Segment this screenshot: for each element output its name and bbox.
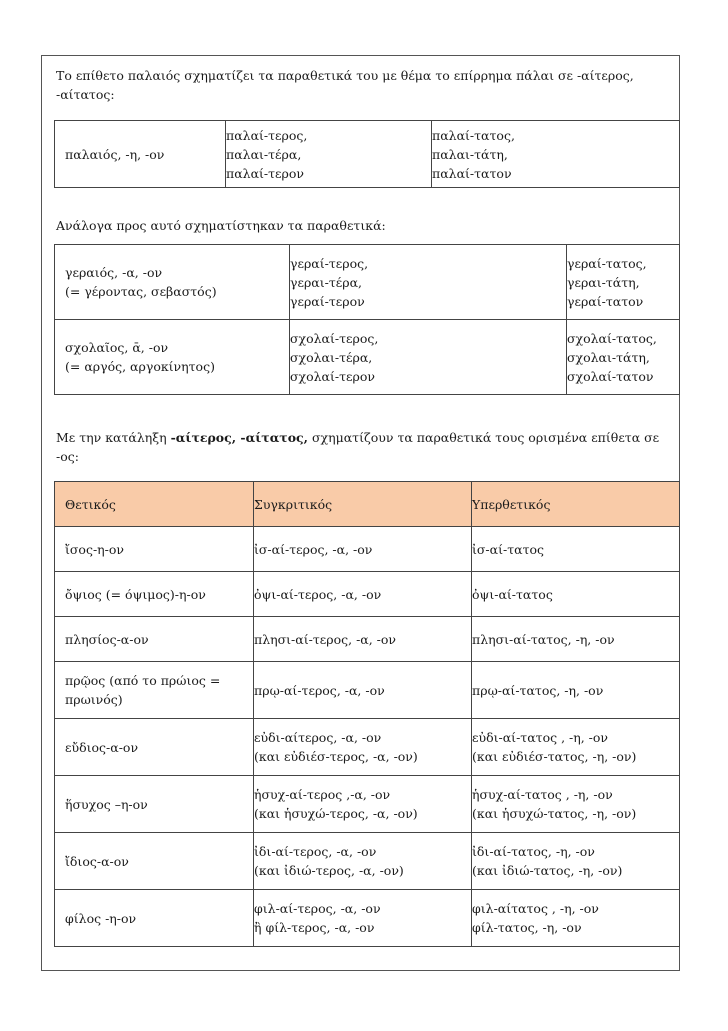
comparative-form: ὀψι-αί-τερος, -α, -ον <box>254 586 382 602</box>
superlative-form: σχολαί-τατος, <box>567 330 657 346</box>
word-text: γεραιός, -α, -ον <box>65 265 163 280</box>
superlative-form: παλαι-τάτη, <box>432 146 508 162</box>
table-row <box>55 121 680 188</box>
comparative-form: (και ἰδιώ-τερος, -α, -ον) <box>254 863 404 878</box>
analogy-table <box>54 244 680 395</box>
superlative-cell <box>472 833 680 890</box>
superlative-form: παλαί-τατον <box>432 165 512 181</box>
comparative-form: εὐδι-αίτερος, -α, -ον <box>254 730 382 745</box>
comparative-form: ἢ φίλ-τερος, -α, -ον <box>254 920 375 935</box>
superlative-cell <box>472 572 680 617</box>
comparative-form: ἰδι-αί-τερος, -α, -ον <box>254 844 377 859</box>
positive-cell: φίλος -η-ον <box>55 890 254 947</box>
positive-cell: εὔδιος-α-ον <box>55 719 254 776</box>
comparative-cell <box>254 776 472 833</box>
superlative-form: σχολαι-τάτη, <box>567 349 650 365</box>
table-row <box>55 833 680 890</box>
intro-text-after: σχηματίζει τα παραθετικά του με θέμα το επίρρημα πάλαι σε -αίτερος, -αίτατος: <box>56 68 634 102</box>
comparative-cell <box>254 572 472 617</box>
comparative-cell <box>254 662 472 719</box>
comparative-form: σχολαί-τερον <box>290 368 375 384</box>
table-row <box>55 572 680 617</box>
positive-cell: ἥσυχος –η-ον <box>55 776 254 833</box>
ending-paragraph <box>56 428 668 466</box>
superlative-form: φιλ-αίτατος , -η, -ον <box>472 901 599 916</box>
comparative-cell <box>254 719 472 776</box>
table-row <box>55 719 680 776</box>
superlative-form: σχολαί-τατον <box>567 368 654 384</box>
superlative-form: εὐδι-αί-τατος , -η, -ον <box>472 730 609 745</box>
superlative-cell <box>472 776 680 833</box>
comparative-form: πλησι-αί-τερος, -α, -ον <box>254 631 397 647</box>
superlative-form: (και ἰδιώ-τατος, -η, -ον) <box>472 863 623 878</box>
degrees-table <box>54 481 680 947</box>
comparative-form: σχολαι-τέρα, <box>290 349 373 365</box>
superlative-form: γεραί-τατος, <box>567 255 647 271</box>
positive-cell: ἴδιος-α-ον <box>55 833 254 890</box>
comparative-cell <box>226 121 432 188</box>
superlative-cell <box>472 719 680 776</box>
table-row <box>55 527 680 572</box>
ending-bold-text: -αίτερος, -αίτατος, <box>170 430 309 445</box>
superlative-cell <box>567 320 680 395</box>
positive-cell <box>55 320 290 395</box>
palaios-table <box>54 120 680 188</box>
superlative-form: γεραι-τάτη, <box>567 274 640 290</box>
comparative-cell <box>290 245 567 320</box>
comparative-cell <box>254 833 472 890</box>
comparative-form: σχολαί-τερος, <box>290 330 379 346</box>
table-row <box>55 890 680 947</box>
table-header-row <box>55 482 680 527</box>
comparative-cell <box>254 890 472 947</box>
comparative-form: γεραι-τέρα, <box>290 274 363 290</box>
superlative-form: φίλ-τατος, -η, -ον <box>472 920 582 935</box>
word-text: παλαιός, -η, -ον <box>65 146 165 162</box>
word-note: (= αργός, αργοκίνητος) <box>65 359 215 374</box>
document-frame <box>41 55 680 971</box>
superlative-cell <box>567 245 680 320</box>
comparative-cell <box>254 617 472 662</box>
comparative-form: ἰσ-αί-τερος, -α, -ον <box>254 541 373 557</box>
superlative-cell <box>432 121 680 188</box>
comparative-form: φιλ-αί-τερος, -α, -ον <box>254 901 381 916</box>
superlative-cell <box>472 617 680 662</box>
superlative-cell <box>472 890 680 947</box>
positive-cell: ἴσος-η-ον <box>55 527 254 572</box>
ending-text-after: σχηματίζουν τα παραθετικά τους ορισμένα επίθετα σε -ος: <box>56 430 660 464</box>
intro-paragraph <box>56 66 668 104</box>
comparative-form: παλαι-τέρα, <box>226 146 302 162</box>
superlative-form: (και ἡσυχώ-τατος, -η, -ον) <box>472 806 637 821</box>
word-note: (= γέροντας, σεβαστός) <box>65 284 217 299</box>
superlative-form: ἡσυχ-αί-τατος , -η, -ον <box>472 787 613 802</box>
comparative-form: παλαί-τερον <box>226 165 305 181</box>
header-superlative: Υπερθετικός <box>472 482 680 527</box>
table-row <box>55 776 680 833</box>
table-row <box>55 245 680 320</box>
superlative-form: πλησι-αί-τατος, -η, -ον <box>472 631 615 647</box>
superlative-form: παλαί-τατος, <box>432 127 515 143</box>
positive-cell <box>55 245 290 320</box>
positive-cell <box>55 121 226 188</box>
table-row <box>55 320 680 395</box>
positive-cell: πλησίος-α-ον <box>55 617 254 662</box>
comparative-form: γεραί-τερος, <box>290 255 369 271</box>
superlative-form: ἰσ-αί-τατος <box>472 541 545 557</box>
comparative-cell <box>290 320 567 395</box>
superlative-cell <box>472 662 680 719</box>
comparative-cell <box>254 527 472 572</box>
comparative-form: πρῳ-αί-τερος, -α, -ον <box>254 682 385 698</box>
analogy-paragraph: Ανάλογα προς αυτό σχηματίστηκαν τα παραθετικά: <box>56 218 386 233</box>
superlative-form: γεραί-τατον <box>567 293 644 309</box>
comparative-form: παλαί-τερος, <box>226 127 308 143</box>
positive-cell: ὄψιος (= όψιμος)-η-ον <box>55 572 254 617</box>
intro-highlight-word: παλαιός <box>127 68 181 83</box>
table-row <box>55 617 680 662</box>
word-text: σχολαῖος, ᾱ, -ον <box>65 340 169 355</box>
superlative-form: (και εὐδιέσ-τατος, -η, -ον) <box>472 749 637 764</box>
header-positive: Θετικός <box>55 482 254 527</box>
superlative-cell <box>472 527 680 572</box>
header-comparative: Συγκριτικός <box>254 482 472 527</box>
comparative-form: (και εὐδιέσ-τερος, -α, -ον) <box>254 749 418 764</box>
superlative-form: πρῳ-αί-τατος, -η, -ον <box>472 682 604 698</box>
intro-text-before: Το επίθετο <box>56 68 128 83</box>
ending-text-before: Με την κατάληξη <box>56 430 171 445</box>
table-row <box>55 662 680 719</box>
superlative-form: ὀψι-αί-τατος <box>472 586 553 602</box>
comparative-form: (και ἡσυχώ-τερος, -α, -ον) <box>254 806 418 821</box>
superlative-form: ἰδι-αί-τατος, -η, -ον <box>472 844 595 859</box>
comparative-form: γεραί-τερον <box>290 293 365 309</box>
positive-cell: πρῷος (από το πρώιος = πρωινός) <box>55 662 254 719</box>
comparative-form: ἡσυχ-αί-τερος ,-α, -ον <box>254 787 391 802</box>
